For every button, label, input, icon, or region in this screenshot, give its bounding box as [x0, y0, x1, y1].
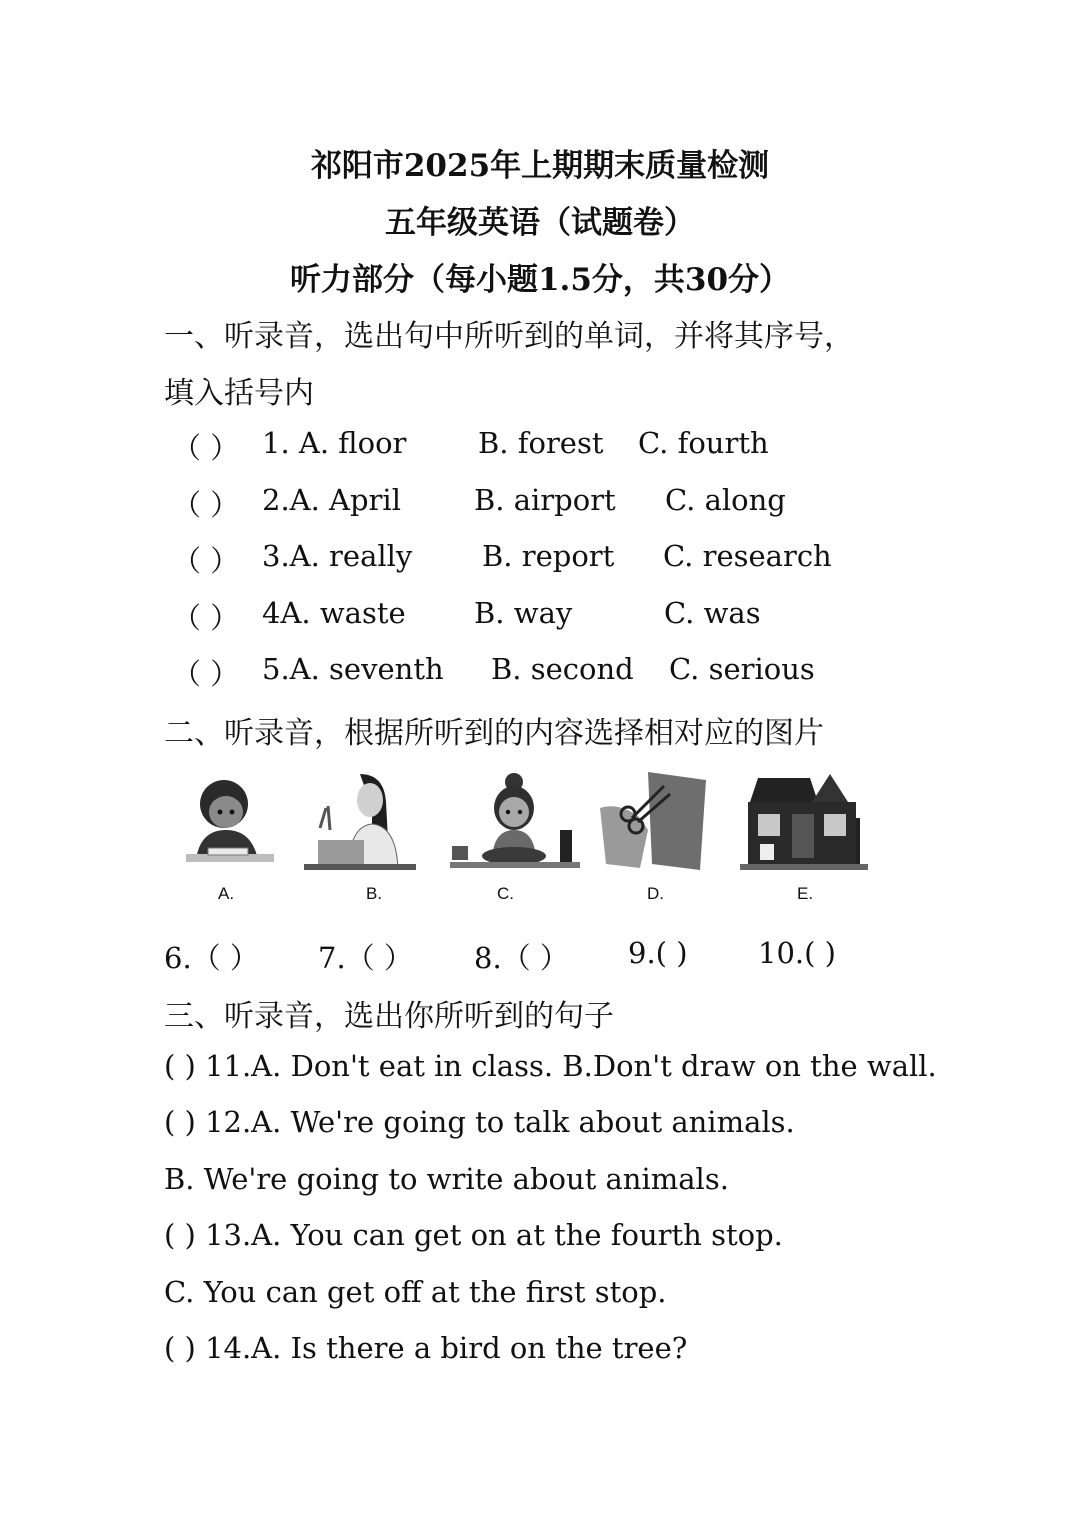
option-c: C. was	[664, 596, 761, 630]
answer-bracket[interactable]: （ ）	[172, 544, 240, 578]
option-b: B. airport	[474, 483, 616, 517]
sentence-line: ( ) 11.A. Don't eat in class. B.Don't draw on the wall.	[164, 1049, 937, 1083]
part2-instruction: 二、听录音，根据所听到的内容选择相对应的图片	[164, 716, 824, 751]
option-b: B. forest	[478, 426, 604, 460]
girl-cooking-icon	[448, 768, 584, 908]
option-a: 3.A. really	[262, 539, 413, 573]
option-a: 5.A. seventh	[262, 652, 444, 686]
option-a: 4A. waste	[262, 596, 406, 630]
option-b: B. second	[491, 652, 634, 686]
answer-bracket[interactable]: 8.（ ）	[474, 941, 569, 975]
answer-bracket[interactable]: 10.( )	[758, 936, 836, 970]
picture-label: A.	[218, 884, 235, 903]
answer-bracket[interactable]: 6.（ ）	[164, 941, 259, 975]
answer-bracket[interactable]: 9.( )	[628, 936, 688, 970]
section-title: 听力部分（每小题1.5分，共30分）	[289, 262, 791, 298]
answer-bracket[interactable]: （ ）	[172, 657, 240, 691]
sentence-line: C. You can get off at the first stop.	[164, 1275, 667, 1309]
sentence-line: B. We're going to write about animals.	[164, 1162, 729, 1196]
option-b: B. report	[482, 539, 615, 573]
sentence-line: ( ) 12.A. We're going to talk about animals.	[164, 1105, 795, 1139]
part1-instruction-cont: 填入括号内	[164, 376, 314, 411]
answer-bracket[interactable]: （ ）	[172, 488, 240, 522]
picture-label: E.	[797, 884, 814, 903]
woman-reading-icon	[300, 768, 420, 908]
option-b: B. way	[474, 596, 573, 630]
answer-bracket[interactable]: 7.（ ）	[318, 941, 413, 975]
option-c: C. serious	[669, 652, 815, 686]
option-c: C. fourth	[638, 426, 769, 460]
picture-label: C.	[497, 884, 514, 903]
sentence-line: ( ) 14.A. Is there a bird on the tree?	[164, 1331, 688, 1365]
option-c: C. research	[663, 539, 832, 573]
option-c: C. along	[665, 483, 786, 517]
exam-subtitle: 五年级英语（试题卷）	[385, 205, 695, 241]
option-a: 2.A. April	[262, 483, 401, 517]
part1-instruction: 一、听录音，选出句中所听到的单词，并将其序号，	[164, 319, 854, 354]
picture-label: B.	[366, 884, 383, 903]
sentence-line: ( ) 13.A. You can get on at the fourth stop.	[164, 1218, 783, 1252]
answer-bracket[interactable]: （ ）	[172, 431, 240, 465]
exam-title: 祁阳市2025年上期期末质量检测	[310, 148, 770, 184]
option-a: 1. A. floor	[262, 426, 407, 460]
answer-bracket[interactable]: （ ）	[172, 601, 240, 635]
picture-label: D.	[647, 884, 664, 903]
part3-instruction: 三、听录音，选出你所听到的句子	[164, 999, 614, 1034]
